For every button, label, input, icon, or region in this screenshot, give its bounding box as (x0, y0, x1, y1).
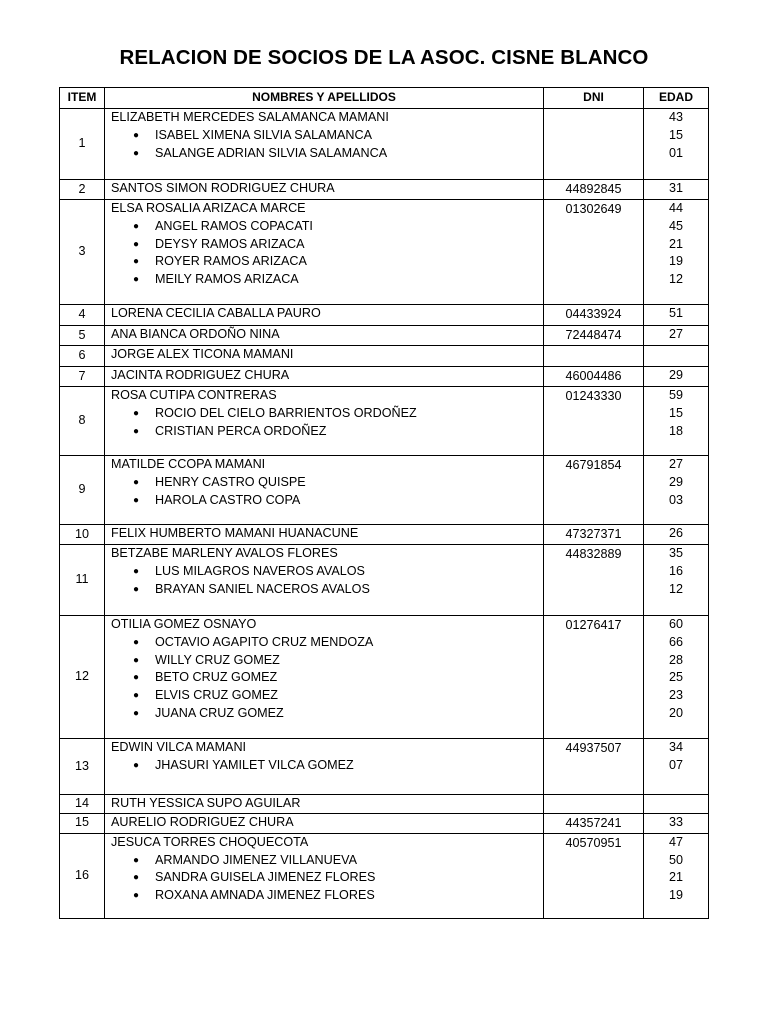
ages-cell (644, 346, 709, 367)
dependent-name: SALANGE ADRIAN SILVIA SALAMANCA (155, 145, 388, 160)
age-value: 60 (668, 617, 683, 631)
dni-value: 72448474 (565, 328, 622, 342)
dni-value (544, 795, 643, 796)
member-name: ELSA ROSALIA ARIZACA MARCE (111, 201, 306, 215)
age-value: 15 (668, 405, 683, 420)
dni-cell (544, 305, 644, 326)
dependent-item (111, 563, 543, 581)
bullet-icon: ● (133, 636, 140, 648)
table-header-row (60, 88, 709, 109)
table-row (60, 813, 709, 833)
member-names-cell (105, 109, 544, 180)
table-row (60, 200, 709, 305)
age-value: 12 (668, 581, 683, 596)
dependent-item (111, 634, 543, 652)
dependents-list (111, 218, 543, 289)
member-name: ANA BIANCA ORDOÑO NINA (111, 327, 280, 341)
table-row (60, 545, 709, 616)
age-value: 29 (668, 368, 683, 382)
table-row (60, 795, 709, 814)
bullet-icon: ● (133, 238, 140, 250)
dependent-item (111, 852, 543, 870)
age-value: 43 (668, 110, 683, 124)
age-value: 07 (668, 757, 683, 772)
item-number: 9 (60, 456, 105, 525)
age-value: 18 (668, 423, 683, 438)
bullet-icon: ● (133, 759, 140, 771)
bullet-icon: ● (133, 654, 140, 666)
table-row (60, 180, 709, 200)
dependent-name: MEILY RAMOS ARIZACA (155, 272, 299, 287)
dni-value: 46791854 (565, 458, 622, 472)
bullet-icon: ● (133, 690, 140, 702)
age-value: 34 (668, 740, 683, 754)
table-row (60, 833, 709, 918)
dni-value: 01302649 (565, 202, 622, 216)
dependent-item (111, 127, 543, 145)
ages-cell (644, 739, 709, 795)
item-number: 2 (60, 180, 105, 200)
bullet-icon: ● (133, 890, 140, 902)
table-row (60, 456, 709, 525)
dependent-item (111, 757, 543, 775)
item-number: 10 (60, 525, 105, 545)
ages-cell (644, 387, 709, 456)
age-value: 51 (668, 306, 683, 320)
dni-value: 47327371 (565, 527, 622, 541)
dependent-name: LUS MILAGROS NAVEROS AVALOS (155, 563, 365, 578)
item-number: 4 (60, 305, 105, 326)
bullet-icon: ● (133, 425, 140, 437)
dependent-name: DEYSY RAMOS ARIZACA (155, 236, 305, 251)
table-row (60, 326, 709, 346)
member-names-cell (105, 326, 544, 346)
dni-cell (544, 795, 644, 814)
member-names-cell (105, 456, 544, 525)
item-number: 13 (60, 739, 105, 795)
member-name: OTILIA GOMEZ OSNAYO (111, 617, 257, 631)
dependents-list (111, 757, 543, 775)
age-value: 28 (668, 652, 683, 667)
age-value: 31 (668, 181, 683, 195)
member-name: LORENA CECILIA CABALLA PAURO (111, 306, 321, 320)
age-value: 12 (668, 272, 683, 287)
dependent-name: OCTAVIO AGAPITO CRUZ MENDOZA (155, 634, 374, 649)
bullet-icon: ● (133, 872, 140, 884)
dni-cell (544, 367, 644, 387)
dependent-item (111, 236, 543, 254)
table-row (60, 109, 709, 180)
dni-cell (544, 109, 644, 180)
dni-cell (544, 346, 644, 367)
dni-value (544, 346, 643, 347)
dependent-item (111, 581, 543, 599)
bullet-icon: ● (133, 854, 140, 866)
bullet-icon: ● (133, 565, 140, 577)
ages-cell (644, 833, 709, 918)
dependent-item (111, 423, 543, 441)
item-number: 7 (60, 367, 105, 387)
age-value: 25 (668, 670, 683, 685)
dependent-name: BETO CRUZ GOMEZ (155, 670, 278, 685)
ages-cell (644, 525, 709, 545)
dependent-item (111, 869, 543, 887)
dependent-item (111, 145, 543, 163)
bullet-icon: ● (133, 256, 140, 268)
dni-value: 40570951 (565, 835, 622, 850)
age-value: 20 (668, 705, 683, 720)
dni-cell (544, 545, 644, 616)
dependent-item (111, 652, 543, 670)
member-names-cell (105, 545, 544, 616)
table-row (60, 525, 709, 545)
age-value: 33 (668, 814, 683, 829)
member-names-cell (105, 813, 544, 833)
ages-cell (644, 367, 709, 387)
dependent-name: ISABEL XIMENA SILVIA SALAMANCA (155, 127, 372, 142)
member-names-cell (105, 367, 544, 387)
ages-cell (644, 616, 709, 739)
member-name: ROSA CUTIPA CONTRERAS (111, 388, 277, 402)
dependent-item (111, 405, 543, 423)
ages-cell (644, 545, 709, 616)
bullet-icon: ● (133, 147, 140, 159)
dependent-item (111, 492, 543, 510)
member-names-cell (105, 387, 544, 456)
dependents-list (111, 127, 543, 163)
age-value: 21 (668, 236, 683, 251)
table-row (60, 346, 709, 367)
item-number: 15 (60, 813, 105, 833)
dni-cell (544, 326, 644, 346)
dependent-name: CRISTIAN PERCA ORDOÑEZ (155, 423, 327, 438)
member-names-cell (105, 739, 544, 795)
item-number: 6 (60, 346, 105, 367)
dependent-name: BRAYAN SANIEL NACEROS AVALOS (155, 581, 370, 596)
item-number: 12 (60, 616, 105, 739)
dependents-list (111, 405, 543, 441)
member-name: BETZABE MARLENY AVALOS FLORES (111, 546, 338, 560)
bullet-icon: ● (133, 707, 140, 719)
dependents-list (111, 852, 543, 905)
dependent-item (111, 705, 543, 723)
dni-cell (544, 813, 644, 833)
item-number: 14 (60, 795, 105, 814)
dni-value: 44832889 (565, 547, 622, 561)
member-name: MATILDE CCOPA MAMANI (111, 457, 266, 471)
dni-value: 44892845 (565, 182, 622, 196)
dependent-name: SANDRA GUISELA JIMENEZ FLORES (155, 870, 376, 885)
dni-value: 44937507 (565, 741, 622, 755)
age-value: 66 (668, 634, 683, 649)
dni-value: 04433924 (565, 307, 622, 321)
dni-value: 44357241 (565, 815, 622, 830)
member-names-cell (105, 616, 544, 739)
age-value: 23 (668, 688, 683, 703)
ages-cell (644, 109, 709, 180)
age-value: 59 (668, 388, 683, 402)
dependents-list (111, 634, 543, 723)
table-row (60, 387, 709, 456)
bullet-icon: ● (133, 220, 140, 232)
header-item: ITEM (60, 88, 105, 109)
dependent-name: WILLY CRUZ GOMEZ (155, 652, 280, 667)
dni-cell (544, 387, 644, 456)
bullet-icon: ● (133, 407, 140, 419)
dependents-list (111, 563, 543, 599)
age-value: 15 (668, 127, 683, 142)
dependent-name: ELVIS CRUZ GOMEZ (155, 688, 278, 703)
dni-value: 01276417 (565, 618, 622, 632)
bullet-icon: ● (133, 494, 140, 506)
age-value: 26 (668, 526, 683, 540)
dependent-item (111, 474, 543, 492)
age-value: 29 (668, 474, 683, 489)
bullet-icon: ● (133, 129, 140, 141)
bullet-icon: ● (133, 672, 140, 684)
age-value: 16 (668, 563, 683, 578)
table-row (60, 367, 709, 387)
dependent-item (111, 669, 543, 687)
ages-cell (644, 180, 709, 200)
age-value: 44 (668, 201, 683, 215)
bullet-icon: ● (133, 583, 140, 595)
dni-value: 01243330 (565, 389, 622, 403)
dependent-item (111, 271, 543, 289)
member-name: JACINTA RODRIGUEZ CHURA (111, 368, 290, 382)
dependent-name: HENRY CASTRO QUISPE (155, 474, 306, 489)
dependent-item (111, 218, 543, 236)
dependent-name: JUANA CRUZ GOMEZ (155, 705, 284, 720)
member-names-cell (105, 305, 544, 326)
dependent-name: HAROLA CASTRO COPA (155, 492, 301, 507)
member-names-cell (105, 200, 544, 305)
item-number: 8 (60, 387, 105, 456)
item-number: 5 (60, 326, 105, 346)
dependent-name: JHASURI YAMILET VILCA GOMEZ (155, 757, 354, 772)
dni-cell (544, 180, 644, 200)
dni-value: 46004486 (565, 369, 622, 383)
ages-cell (644, 813, 709, 833)
member-name: RUTH YESSICA SUPO AGUILAR (111, 796, 301, 810)
age-value: 47 (668, 834, 683, 849)
bullet-icon: ● (133, 476, 140, 488)
header-dni: DNI (544, 88, 644, 109)
member-name: JORGE ALEX TICONA MAMANI (111, 347, 294, 361)
dependent-item (111, 687, 543, 705)
dependent-name: ARMANDO JIMENEZ VILLANUEVA (155, 852, 358, 867)
member-name: ELIZABETH MERCEDES SALAMANCA MAMANI (111, 110, 389, 124)
table-body (60, 109, 709, 919)
dependent-name: ROXANA AMNADA JIMENEZ FLORES (155, 888, 375, 903)
ages-cell (644, 200, 709, 305)
dni-cell (544, 525, 644, 545)
member-name: SANTOS SIMON RODRIGUEZ CHURA (111, 181, 335, 195)
header-name: NOMBRES Y APELLIDOS (105, 88, 544, 109)
age-value: 27 (668, 327, 683, 341)
dependent-item (111, 887, 543, 905)
dni-value (544, 109, 643, 110)
ages-cell (644, 795, 709, 814)
age-value: 27 (668, 457, 683, 471)
member-name: JESUCA TORRES CHOQUECOTA (111, 834, 309, 849)
age-value: 19 (668, 888, 683, 903)
item-number: 3 (60, 200, 105, 305)
age-value: 03 (668, 492, 683, 507)
dni-cell (544, 456, 644, 525)
document-title: RELACION DE SOCIOS DE LA ASOC. CISNE BLANCO (119, 46, 649, 69)
age-value: 45 (668, 218, 683, 233)
age-value: 21 (668, 870, 683, 885)
item-number: 11 (60, 545, 105, 616)
table-row (60, 305, 709, 326)
member-name: EDWIN VILCA MAMANI (111, 740, 247, 754)
ages-cell (644, 305, 709, 326)
item-number: 16 (60, 833, 105, 918)
member-names-cell (105, 833, 544, 918)
dependent-name: ANGEL RAMOS COPACATI (155, 218, 313, 233)
member-names-cell (105, 180, 544, 200)
bullet-icon: ● (133, 274, 140, 286)
member-name: AURELIO RODRIGUEZ CHURA (111, 814, 294, 829)
dependent-name: ROYER RAMOS ARIZACA (155, 254, 307, 269)
ages-cell (644, 326, 709, 346)
dni-cell (544, 200, 644, 305)
member-names-cell (105, 795, 544, 814)
age-value: 01 (668, 145, 683, 160)
dependent-item (111, 253, 543, 271)
table-row (60, 616, 709, 739)
member-name: FELIX HUMBERTO MAMANI HUANACUNE (111, 526, 359, 540)
dependents-list (111, 474, 543, 510)
ages-cell (644, 456, 709, 525)
dni-cell (544, 833, 644, 918)
dni-cell (544, 616, 644, 739)
members-table (59, 87, 709, 919)
item-number: 1 (60, 109, 105, 180)
age-value: 35 (668, 546, 683, 560)
age-value: 19 (668, 254, 683, 269)
dni-cell (544, 739, 644, 795)
table-row (60, 739, 709, 795)
member-names-cell (105, 346, 544, 367)
dependent-name: ROCIO DEL CIELO BARRIENTOS ORDOÑEZ (155, 405, 417, 420)
header-edad: EDAD (644, 88, 709, 109)
age-value: 50 (668, 852, 683, 867)
member-names-cell (105, 525, 544, 545)
